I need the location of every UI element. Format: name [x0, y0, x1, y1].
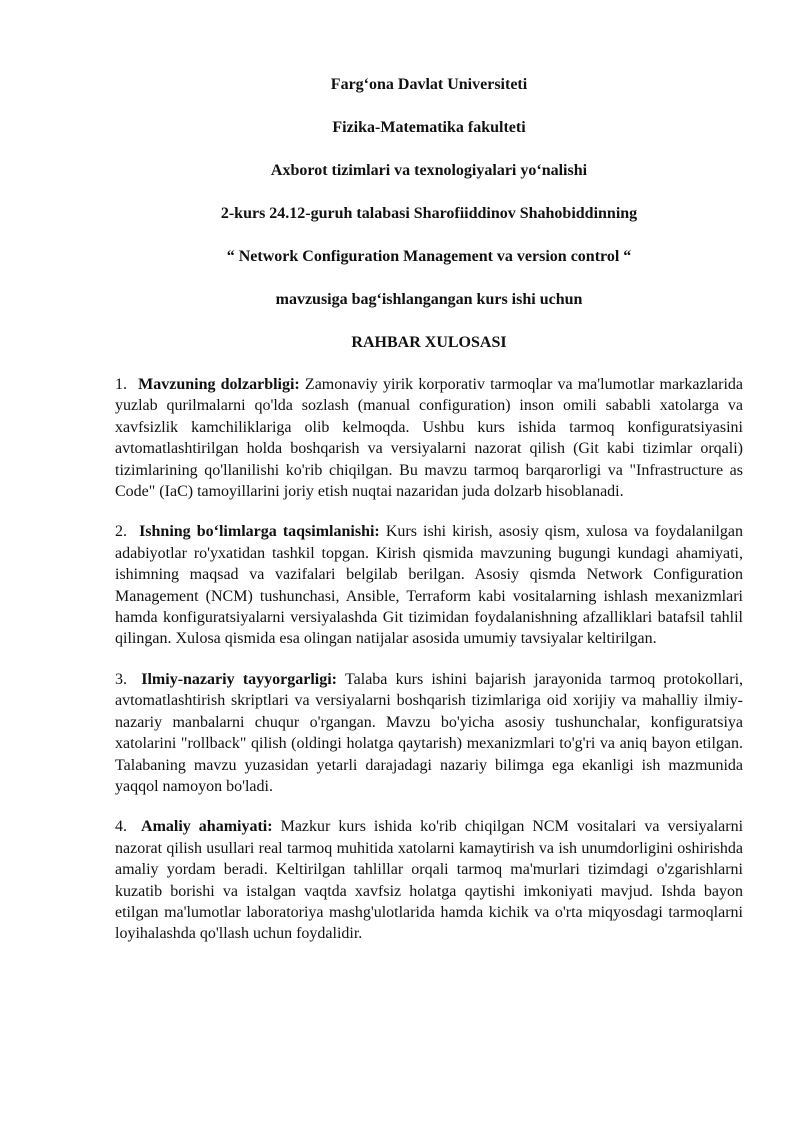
student-line: 2-kurs 24.12-guruh talabasi Sharofiiddinov Shahobiddinning: [220, 205, 638, 222]
section-text: Kurs ishi kirish, asosiy qism, xulosa va foydalanilgan adabiyotlar ro'yxatidan tashkil topgan. Kirish qismida mavzuning bugungi kundagi ahamiyati, ishimning maqsad va vazifalari belgilab berilgan. Asosiy qismda Network Configuration Management (NCM) tushunchasi, Ansible, Terraform kabi vositalarning ishlash mexanizmlari hamda konfiguratsiyalarni versiyalashda Git tizimidan foydalanishning afzalliklari batafsil tahlil qilingan. Xulosa qismida esa olingan natijalar asosida umumiy tavsiyalar keltirilgan.: [115, 523, 743, 648]
section-number: 1.: [115, 376, 127, 393]
direction-name: Axborot tizimlari va texnologiyalari yo‘nalishi: [270, 162, 588, 179]
section-heading: Amaliy ahamiyati:: [141, 818, 273, 836]
document-title: RAHBAR XULOSASI: [351, 334, 507, 351]
university-name: Farg‘ona Davlat Universiteti: [330, 76, 528, 93]
section-structure: [115, 521, 743, 649]
section-text: Talaba kurs ishini bajarish jarayonida tarmoq protokollari, avtomatlashtirish skriptlari va versiyalarni boshqarish tizimlariga oid xorijiy va mahalliy ilmiy-nazariy manbalarni chuqur o'rgangan. Mavzu bo'yicha asosiy tushunchalar, konfiguratsiya xatolarini "rollback" qilish (oldingi holatga qaytarish) mexanizmlari to'g'ri va aniq bayon etilgan. Talabaning mavzu yuzasidan yetarli darajadagi nazariy bilimga ega ekanligi ish mazmunida yaqqol namoyon bo'ladi.: [115, 670, 744, 795]
section-heading: Ishning bo‘limlarga taqsimlanishi:: [139, 523, 380, 541]
section-heading: Ilmiy-nazariy tayyorgarligi:: [141, 670, 338, 688]
document-page: [115, 74, 743, 964]
section-practice: [115, 816, 743, 944]
section-number: 4.: [115, 818, 127, 836]
topic-line: “ Network Configuration Management va version control “: [226, 248, 632, 265]
section-text: Zamonaviy yirik korporativ tarmoqlar va ma'lumotlar markazlarida yuzlab qurilmalarni qo'lda sozlash (manual configuration) inson omili sababli xatolarga va xavfsizlik kamchiliklariga olib kelmoqda. Ushbu kurs ishida tarmoq konfiguratsiyasini avtomatlashtirilgan holda boshqarish va versiyalarni nazorat qilish (Git kabi tizimlar orqali) tizimlarining qo'llanilishi ko'rib chiqilgan. Bu mavzu tarmoq barqarorligi va "Infrastructure as Code" (IaC) tamoyillarini joriy etish nuqtai nazaridan juda dolzarb hisoblanadi.: [115, 376, 744, 501]
section-theory: [115, 669, 743, 797]
purpose-line: mavzusiga bag‘ishlangangan kurs ishi uchun: [275, 291, 583, 308]
section-relevance: [115, 374, 743, 502]
section-number: 3.: [115, 670, 127, 688]
section-heading: Mavzuning dolzarbligi:: [138, 376, 300, 393]
section-text: Mazkur kurs ishida ko'rib chiqilgan NCM vositalari va versiyalarni nazorat qilish usullari real tarmoq muhitida xatolarni kamaytirish va ish unumdorligini oshirishda amaliy yordam beradi. Keltirilgan tahlillar orqali tarmoq ma'murlari tizimdagi o'zgarishlarni kuzatib borishi va istalgan vaqtda xavfsiz holatga qaytishi imkoniyati mavjud. Ishda bayon etilgan ma'lumotlar laboratoriya mashg'ulotlarida hamda kichik va o'rta miqyosdagi tarmoqlarni loyihalashda qo'llash uchun foydalidir.: [115, 818, 744, 943]
faculty-name: Fizika-Matematika fakulteti: [332, 119, 526, 136]
section-number: 2.: [115, 523, 127, 541]
